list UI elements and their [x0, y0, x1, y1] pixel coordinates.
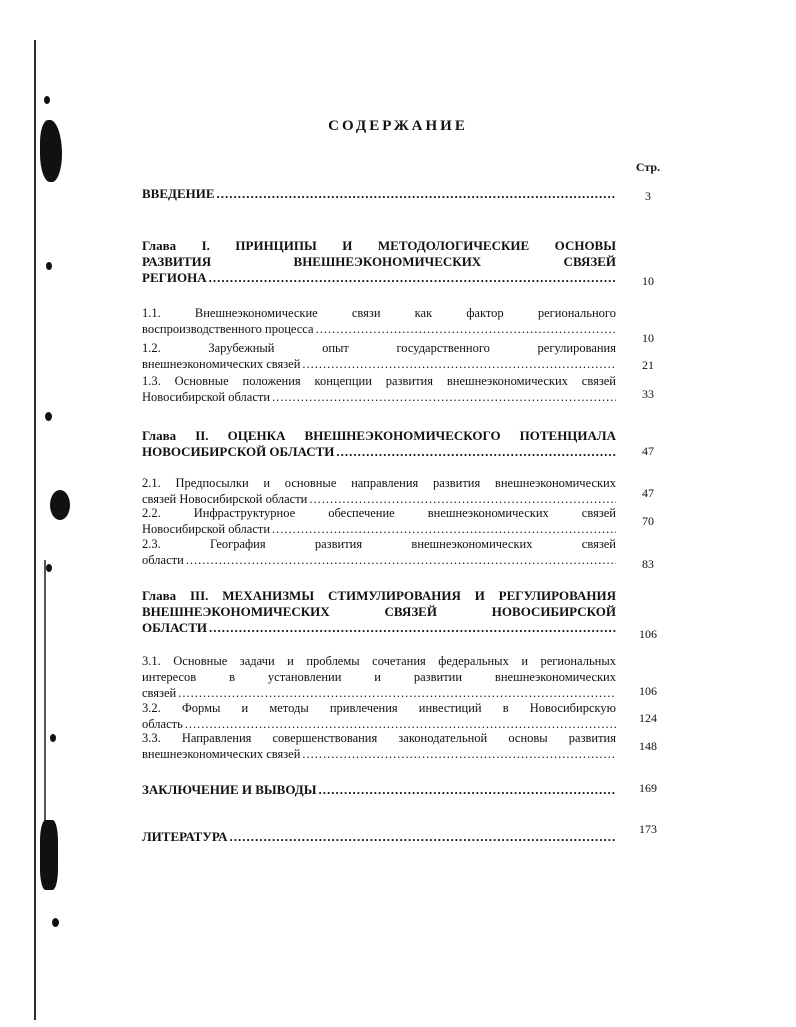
ink-blot: [50, 490, 70, 520]
toc-chapter-2: [142, 428, 616, 460]
page-number: 148: [639, 739, 657, 753]
page-number: 124: [639, 711, 657, 725]
ink-blot: [40, 820, 58, 890]
section-line: интересов в установлении и развитии внешнеэкономических: [142, 670, 616, 684]
section-line: области: [142, 553, 184, 567]
section-line: 1.1. Внешнеэкономические связи как фактор регионального: [142, 306, 616, 320]
toc-section-1-3: [142, 373, 616, 405]
section-line: 3.1. Основные задачи и проблемы сочетания федеральных и региональных: [142, 654, 616, 668]
toc-chapter-1: [142, 238, 616, 286]
section-line: 2.2. Инфраструктурное обеспечение внешнеэкономических связей: [142, 506, 616, 520]
page-number: 10: [642, 274, 654, 288]
section-line: область: [142, 717, 183, 731]
section-line: воспроизводственного процесса: [142, 322, 314, 336]
chapter-line: ВНЕШНЕЭКОНОМИЧЕСКИХ СВЯЗЕЙ НОВОСИБИРСКОЙ: [142, 604, 616, 619]
chapter-line: РЕГИОНА: [142, 270, 207, 285]
toc-title: СОДЕРЖАНИЕ: [328, 118, 468, 134]
chapter-line: Глава III. МЕХАНИЗМЫ СТИМУЛИРОВАНИЯ И РЕГУЛИРОВАНИЯ: [142, 588, 616, 603]
ink-blot: [52, 918, 59, 927]
section-line: 1.2. Зарубежный опыт государственного регулирования: [142, 341, 616, 355]
scan-edge-line: [34, 40, 36, 1020]
ink-blot: [44, 96, 50, 104]
section-line: 2.1. Предпосылки и основные направления развития внешнеэкономических: [142, 476, 616, 490]
toc-section-3-3: [142, 730, 616, 762]
toc-section-1-1: [142, 305, 616, 337]
page-number: 21: [642, 358, 654, 372]
page-number: 47: [642, 486, 654, 500]
toc-entry-intro: [142, 186, 616, 202]
section-line: 2.3. География развития внешнеэкономических связей: [142, 537, 616, 551]
toc-entry-conclusion: [142, 782, 616, 798]
page-number: 83: [642, 557, 654, 571]
entry-title: ЗАКЛЮЧЕНИЕ И ВЫВОДЫ: [142, 782, 317, 797]
section-line: Новосибирской области: [142, 522, 271, 536]
chapter-line: Глава I. ПРИНЦИПЫ И МЕТОДОЛОГИЧЕСКИЕ ОСНОВЫ: [142, 238, 616, 253]
toc-section-3-1: [142, 653, 616, 701]
page-column-header: Стр.: [635, 160, 661, 174]
toc-section-1-2: [142, 340, 616, 372]
page-number: 47: [642, 444, 654, 458]
page-number: 10: [642, 331, 654, 345]
section-line: 1.3. Основные положения концепции развития внешнеэкономических связей: [142, 374, 616, 388]
ink-blot: [46, 262, 52, 270]
section-line: связей Новосибирской области: [142, 492, 308, 506]
toc-section-2-1: [142, 475, 616, 507]
section-line: связей: [142, 686, 177, 700]
page-number: 106: [639, 684, 657, 698]
toc-chapter-3: [142, 588, 616, 636]
toc-section-2-3: [142, 536, 616, 568]
page-number: 33: [642, 387, 654, 401]
entry-title: ВВЕДЕНИЕ: [142, 186, 215, 201]
ink-blot: [45, 412, 52, 421]
page-number: 70: [642, 514, 654, 528]
section-line: 3.2. Формы и методы привлечения инвестиций в Новосибирскую: [142, 701, 616, 715]
page-number: 3: [645, 189, 651, 203]
toc-section-2-2: [142, 505, 616, 537]
page-number: 106: [639, 627, 657, 641]
toc-section-3-2: [142, 700, 616, 732]
section-line: внешнеэкономических связей: [142, 357, 301, 371]
chapter-line: Глава II. ОЦЕНКА ВНЕШНЕЭКОНОМИЧЕСКОГО ПОТЕНЦИАЛА: [142, 428, 616, 443]
section-line: Новосибирской области: [142, 390, 271, 404]
chapter-line: НОВОСИБИРСКОЙ ОБЛАСТИ: [142, 444, 335, 459]
chapter-line: РАЗВИТИЯ ВНЕШНЕЭКОНОМИЧЕСКИХ СВЯЗЕЙ: [142, 254, 616, 269]
page-number: 173: [639, 822, 657, 836]
entry-title: ЛИТЕРАТУРА: [142, 829, 228, 844]
ink-blot: [50, 734, 56, 742]
chapter-line: ОБЛАСТИ: [142, 620, 207, 635]
section-line: 3.3. Направления совершенствования законодательной основы развития: [142, 731, 616, 745]
toc-entry-literature: [142, 829, 616, 845]
page-number: 169: [639, 781, 657, 795]
ink-blot: [46, 564, 52, 572]
section-line: внешнеэкономических связей: [142, 747, 301, 761]
